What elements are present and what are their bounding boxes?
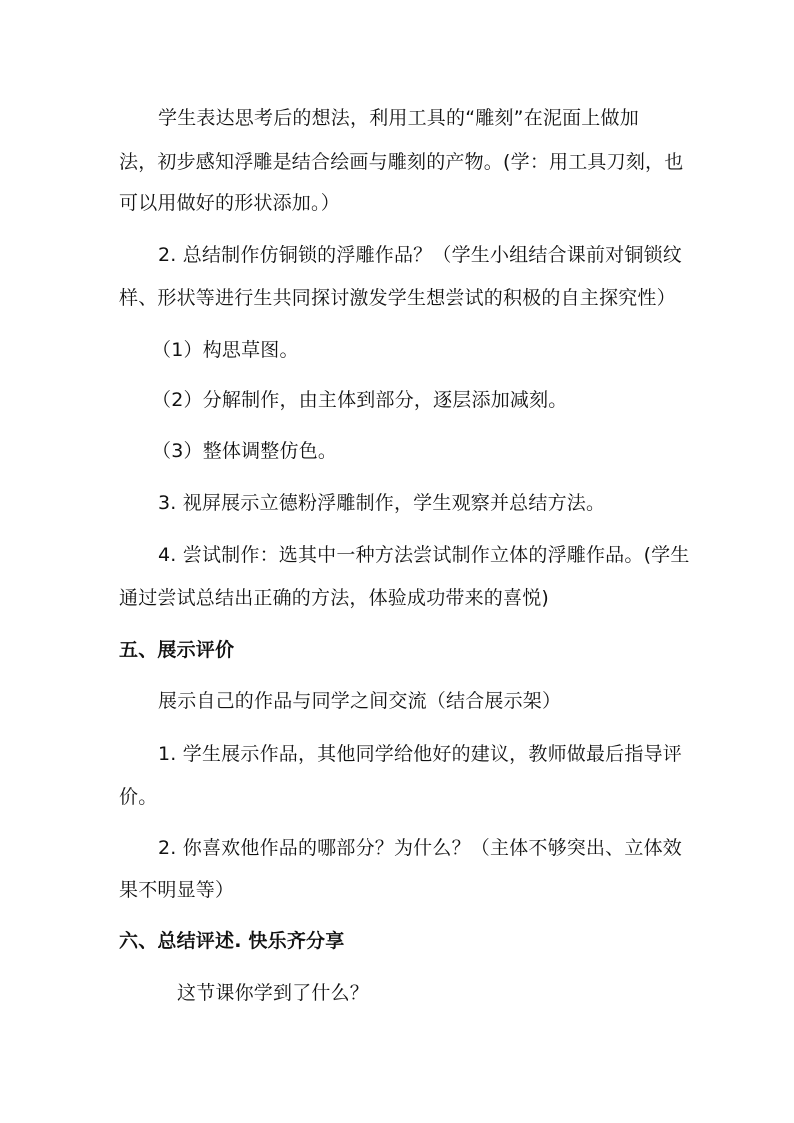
paragraph-line: 法，初步感知浮雕是结合绘画与雕刻的产物。(学：用工具刀刻，也	[119, 151, 684, 173]
paragraph-line: 通过尝试总结出正确的方法，体验成功带来的喜悦)	[119, 587, 550, 609]
paragraph-line: 学生表达思考后的想法，利用工具的“雕刻”在泥面上做加	[158, 107, 639, 129]
paragraph-line: 价。	[119, 786, 158, 808]
paragraph-line: 展示自己的作品与同学之间交流（结合展示架）	[158, 690, 562, 712]
paragraph-line: 果不明显等）	[119, 879, 235, 901]
paragraph-line: 样、形状等进行生共同探讨激发学生想尝试的积极的自主探究性）	[119, 287, 676, 309]
paragraph-line: 3. 视屏展示立德粉浮雕制作，学生观察并总结方法。	[158, 492, 606, 514]
step-item: （2）分解制作，由主体到部分，逐层添加减刻。	[152, 389, 568, 411]
paragraph-line: 2. 你喜欢他作品的哪部分？为什么？（主体不够突出、立体效	[158, 837, 682, 859]
paragraph-line: 可以用做好的形状添加。）	[119, 192, 340, 214]
section-heading: 六、总结评述. 快乐齐分享	[119, 930, 345, 952]
step-item: （1）构思草图。	[152, 339, 299, 361]
section-heading: 五、展示评价	[119, 639, 235, 661]
paragraph-line: 1. 学生展示作品，其他同学给他好的建议，教师做最后指导评	[158, 743, 682, 765]
paragraph-line: 这节课你学到了什么？	[177, 982, 370, 1004]
paragraph-line: 4. 尝试制作：选其中一种方法尝试制作立体的浮雕作品。(学生	[158, 544, 690, 566]
paragraph-line: 2. 总结制作仿铜锁的浮雕作品？（学生小组结合课前对铜锁纹	[158, 244, 682, 266]
step-item: （3）整体调整仿色。	[152, 440, 338, 462]
